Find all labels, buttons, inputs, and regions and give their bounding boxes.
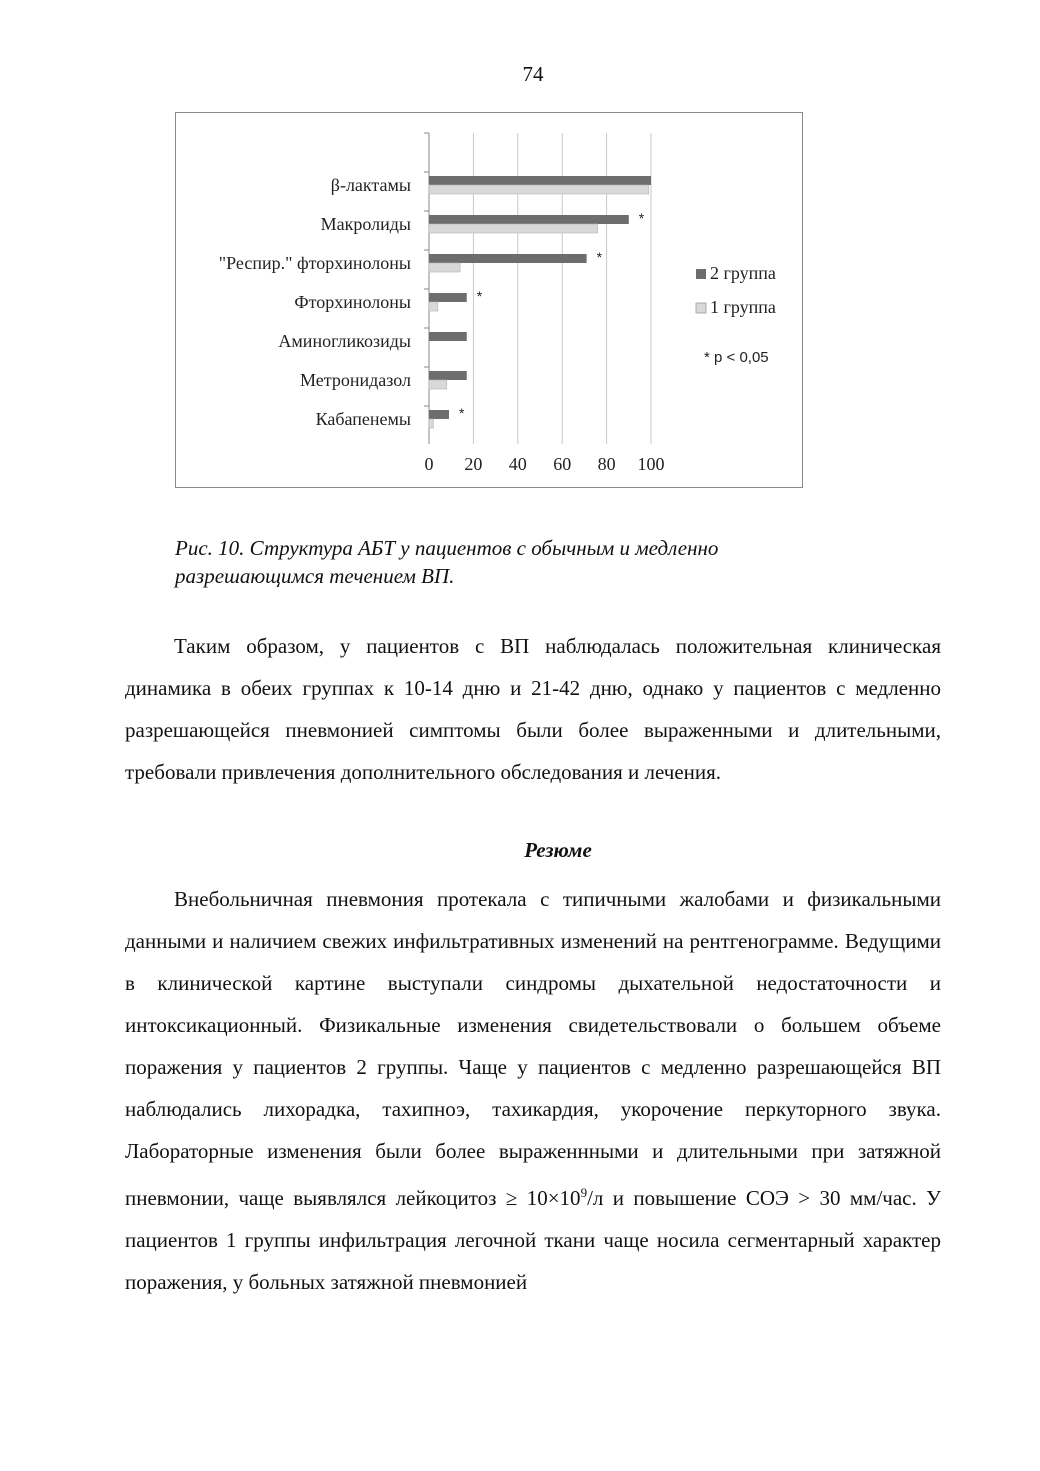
- significance-mark: *: [476, 288, 483, 304]
- x-tick-label: 100: [637, 454, 665, 474]
- bar-group1: [429, 263, 460, 272]
- category-label: Фторхинолоны: [294, 292, 411, 312]
- significance-mark: *: [596, 249, 603, 265]
- figure-chart: [175, 112, 803, 488]
- x-tick-label: 0: [424, 454, 434, 474]
- category-label: Кабапенемы: [315, 409, 411, 429]
- section-heading: Резюме: [524, 838, 592, 862]
- category-label: "Респир." фторхинолоны: [218, 253, 411, 273]
- summary-text-part-1: Внебольничная пневмония протекала с типичными жалобами и физикальными данными и наличием свежих инфильтративных изменений на рентгенограмме. Ведущими в клинической картине выступали синдромы дыхательной недостаточности и интоксикационный. Физикальные изменения свидетельствовали о большем объеме поражения у пациентов 2 группы. Чаще у пациентов с медленно разрешающейся ВП наблюдались лихорадка, тахипноэ, тахикардия, укорочение перкуторного звука. Лабораторные изменения были более выраженнными и длительными при затяжной пневмонии, чаще выявлялся лейкоцитоз ≥ 10×10: [125, 887, 941, 1210]
- paragraph-conclusion: Таким образом, у пациентов с ВП наблюдалась положительная клиническая динамика в обеих группах к 10-14 дню и 21-42 дню, однако у пациентов с медленно разрешающейся пневмонией симптомы были более выраженными и длительными, требовали привлечения дополнительного обследования и лечения.: [125, 634, 941, 784]
- bar-group2: [429, 215, 629, 224]
- x-tick-label: 60: [553, 454, 572, 474]
- x-tick-label: 40: [508, 454, 527, 474]
- legend-swatch: [696, 269, 706, 279]
- category-label: Метронидазол: [299, 370, 411, 390]
- significance-note: * p < 0,05: [704, 349, 769, 366]
- legend-label: 1 группа: [710, 297, 776, 317]
- bar-group1: [429, 185, 649, 194]
- legend-swatch: [696, 303, 706, 313]
- category-label: Аминогликозиды: [278, 331, 411, 351]
- bar-chart: [176, 113, 804, 489]
- significance-mark: *: [638, 210, 645, 226]
- caption-line-1: Рис. 10. Структура АБТ у пациентов с обычным и медленно: [175, 536, 719, 560]
- caption-line-2: разрешающимся течением ВП.: [175, 564, 455, 588]
- legend-label: 2 группа: [710, 263, 776, 283]
- bar-group2: [429, 254, 587, 263]
- paragraph-summary: [125, 878, 941, 1303]
- category-label: β-лактамы: [330, 175, 411, 195]
- bar-group1: [429, 380, 447, 389]
- summary-superscript: 9: [580, 1185, 588, 1200]
- bar-group2: [429, 332, 467, 341]
- figure-caption: [175, 534, 875, 590]
- bar-group2: [429, 176, 651, 185]
- x-tick-label: 80: [597, 454, 616, 474]
- bar-group1: [429, 224, 598, 233]
- bar-group2: [429, 410, 449, 419]
- page-number: 74: [522, 62, 544, 86]
- bar-group2: [429, 293, 467, 302]
- bar-group1: [429, 419, 433, 428]
- x-tick-label: 20: [464, 454, 483, 474]
- bar-group2: [429, 371, 467, 380]
- category-label: Макролиды: [320, 214, 411, 234]
- bar-group1: [429, 302, 438, 311]
- summary-text-part-2: /л и повышение СОЭ > 30 мм/час. У пациентов 1 группы инфильтрация легочной ткани чаще носила сегментарный характер поражения, у больных затяжной пневмонией: [125, 1186, 941, 1294]
- significance-mark: *: [458, 405, 465, 421]
